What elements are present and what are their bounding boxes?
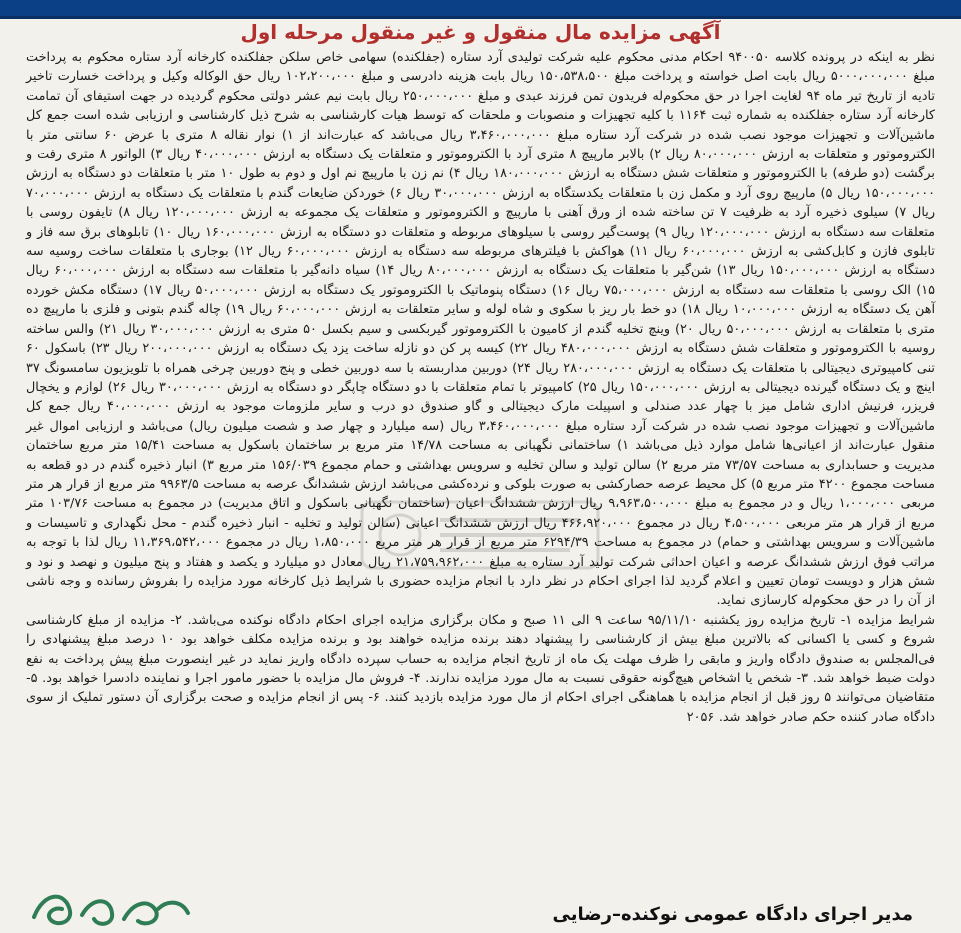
- signature-line: مدیر اجرای دادگاه عمومی نوکنده–رضایی: [552, 904, 913, 925]
- handwritten-mark: [26, 879, 196, 931]
- notice-paragraph-conditions: شرایط مزایده ۱- تاریخ مزایده روز یکشنبه ۹۵/۱۱/۱۰ ساعت ۹ الی ۱۱ صبح و مکان برگزاری مزایده اجرای احکام دادگاه نوکنده می‌باشد. ۲- مزایده از مبلغ کارشناسی شروع و کسی یا اکسانی که بالاترین مبلغ بیش از کارشناسی را پیشنهاد دهند برنده مزایده خواهند بود و برنده مزایده مکلف خواهد بود ۱۰ درصد مبلغ پیشنهادی را فی‌المجلس به صندوق دادگاه واریز و مابقی را ظرف مهلت یک ماه از تاریخ انجام مزایده به حساب سپرده دادگاه واریز نماید در غیر اینصورت مبلغ پیش پرداخت به نفع دولت ضبط خواهد شد. ۳- شخص یا اشخاص هیچ‌گونه حقوقی نسبت به مال مورد مزایده ندارند. ۴- فروش مال مزایده با حضور مامور اجرا و نماینده دادسرا خواهد بود. ۵- متقاضیان می‌توانند ۵ روز قبل از انجام مزایده با هماهنگی اجرای احکام از مال مورد مزایده بازدید کنند. ۶- پس از انجام مزایده و صحت برگزاری آن دستور تملیک از سوی دادگاه صادر کننده حکم صادر خواهد شد. ۲۰۵۶: [26, 612, 936, 725]
- notice-title: آگهی مزایده مال منقول و غیر منقول مرحله اول: [240, 20, 721, 44]
- notice-body: [26, 48, 935, 877]
- watermark-logo: [360, 500, 600, 570]
- notice-paragraph-main: نظر به اینکه در پرونده کلاسه ۹۴۰۰۵۰ احکام مدنی محکوم علیه شرکت تولیدی آرد ستاره (جفلکنده) سهامی خاص سلکن جفلکنده کارخانه آرد ستاره محکوم به پرداخت مبلغ ۵۰۰۰،۰۰۰،۰۰۰ ریال بابت اصل خواسته و پرداخت مبلغ ۱۵۰،۵۳۸،۵۰۰ ریال بابت هزینه دادرسی و مبلغ ۱۰۲،۲۰۰،۰۰۰ ریال حق الوکاله وکیل و پرداخت خسارت تاخیر تادیه از تاریخ تیر ماه ۹۴ لغایت اجرا در حق محکوم‌له فریدون تمن فرزند عبدی و مبلغ ۲۵۰،۰۰۰،۰۰۰ ریال بابت نیم عشر دولتی محکوم گردیده در جهت استیفای آن تمامت کارخانه آرد ستاره جفلکنده به شماره ثبت ۱۱۶۴ با کلیه تجهیزات و منصوبات و ملحقات که توسط هیات کارشناسی به شرح ذیل کارشناسی و ارزیابی شده است جمع کل ماشین‌آلات و تجهیزات موجود نصب شده در شرکت آرد ستاره مبلغ ۳،۴۶۰،۰۰۰،۰۰۰ ریال می‌باشد که عبارت‌اند از ۱) نوار نقاله ۸ متری با عرض ۶۰ سانتی متر با الکتروموتور و متعلقات به ارزش ۸۰،۰۰۰،۰۰۰ ریال ۲) بالابر مارپیچ ۸ متری آرد با الکتروموتور و متعلقات یک دستگاه به ارزش ۴۰،۰۰۰،۰۰۰ ریال ۳) الواتور ۸ متری رفت و برگشت (دو طرفه) با الکتروموتور و متعلقات شش دستگاه به ارزش ۱۸۰،۰۰۰،۰۰۰ ریال ۴) نم زن با مارپیچ نم اول و دوم به طول ۱۰ متر با متعلقات دو دستگاه به ارزش ۱۵۰،۰۰۰،۰۰۰ ریال ۵) مارپیچ روی آرد و مکمل زن با متعلقات یکدستگاه به ارزش ۳۰،۰۰۰،۰۰۰ ریال ۶) خوردکن ضایعات گندم با متعلقات یک دستگاه به ارزش ۷۰،۰۰۰،۰۰۰ ریال ۷) سیلوی ذخیره آرد به ظرفیت ۷ تن ساخته شده از ورق آهنی با مارپیچ و الکتروموتور و متعلقات یک مجموعه به ارزش ۱۲۰،۰۰۰،۰۰۰ ریال ۸) تایفون روسی با متعلقات سه دستگاه به ارزش ۱۲۰،۰۰۰،۰۰۰ ریال ۹) پوست‌گیر روسی با سیلوهای مربوطه و متعلقات دو دستگاه به ارزش ۱۶۰،۰۰۰،۰۰۰ ریال ۱۰) تابلوهای برق سه فاز و تابلوی فازن و کابل‌کشی به ارزش ۶۰،۰۰۰،۰۰۰ ریال ۱۱) هواکش با فیلترهای مربوطه سه دستگاه به ارزش ۶۰،۰۰۰،۰۰۰ ریال ۱۲) بوجاری با متعلقات ساخت روسیه سه دستگاه به ارزش ۱۵۰،۰۰۰،۰۰۰ ریال ۱۳) شن‌گیر با متعلقات یک دستگاه به ارزش ۸۰،۰۰۰،۰۰۰ ریال ۱۴) سیاه دانه‌گیر با متعلقات سه دستگاه به ارزش ۶۰،۰۰۰،۰۰۰ ریال ۱۵) الک روسی با متعلقات سه دستگاه به ارزش ۷۵،۰۰۰،۰۰۰ ریال ۱۶) دستگاه پنوماتیک با الکتروموتور یک دستگاه به ارزش ۵۰،۰۰۰،۰۰۰ ریال ۱۷) دستگاه مکش خورده آهن یک دستگاه به ارزش ۱۰،۰۰۰،۰۰۰ ریال ۱۸) دو خط بار ریز با سکوی و شاه لوله و سایر متعلقات به ارزش ۶۰،۰۰۰،۰۰۰ ریال ۱۹) چاله گندم بتونی و فلزی با مارپیچ ده متری با متعلقات به ارزش ۵۰،۰۰۰،۰۰۰ ریال ۲۰) وینچ تخلیه گندم از کامیون با الکتروموتور گیربکسی و سیم بکسل ۵۰ متری به ارزش ۳۰،۰۰۰،۰۰۰ ریال ۲۱) والس ساخته روسیه با الکتروموتور و متعلقات شش دستگاه به ارزش ۴۸۰،۰۰۰،۰۰۰ ریال ۲۲) کیسه پر کن دو نازله ساخت یزد یک دستگاه به ارزش ۲۰۰،۰۰۰،۰۰۰ ریال ۲۳) باسکول ۶۰ تنی کامپیوتری دیجیتالی با متعلقات یک دستگاه به ارزش ۲۸۰،۰۰۰،۰۰۰ ریال ۲۴) دوربین مداربسته با سه دوربین خطی و پنج دوربین چرخی همراه با تلویزیون سامسونگ ۳۷ اینچ و یک دستگاه گیرنده دیجیتالی به ارزش ۱۵۰،۰۰۰،۰۰۰ ریال ۲۵) کامپیوتر با تمام متعلقات با دو دستگاه چاپگر دو دستگاه به ارزش ۳۰،۰۰۰،۰۰۰ ریال ۲۶) لوازم و یخچال فریزر، فرنیش اداری شامل میز با چهار عدد صندلی و اسپیلت مارک دیجیتالی و گاو صندوق دو درب و سایر ملزومات موجود به ارزش ۴۰،۰۰۰،۰۰۰ ریال جمع کل ماشین‌آلات و تجهیزات موجود نصب شده در شرکت آرد ستاره مبلغ ۳،۴۶۰،۰۰۰،۰۰۰ ریال (سه میلیارد و چهار صد و شصت میلیون ریال) می‌باشد و ارزیابی اموال غیر منقول عبارت‌اند از اعیانی‌ها شامل موارد ذیل می‌باشد ۱) ساختمانی نگهبانی به مساحت ۱۴/۷۸ متر مربع بر ساختمان باسکول به مساحت ۱۵/۴۱ متر مربع ساختمان مدیریت و حسابداری به مساحت ۷۳/۵۷ متر مربع ۲) سالن تولید و سالن تخلیه و سرویس بهداشتی و حمام مجموع ۱۵۶/۰۳۹ متر مربع ۳) انبار ذخیره گندم در دو قطعه به مساحت مجموع ۴۲۰۰ متر مربع ۵) کل محیط عرصه حصارکشی به صورت بلوکی و نرده‌کشی می‌باشد ارزش ششدانگ عرصه به مساحت ۹۹۶۳/۵ متر مربع از قرار هر متر مربعی ۱،۰۰۰،۰۰۰ ریال و در مجموع به مبلغ ۹،۹۶۳،۵۰۰،۰۰۰ ریال ارزش ششدانگ اعیان (ساختمان نگهبانی باسکول و اتاق مدیریت) در مجموع به مساحت ۱۰۳/۷۶ متر مربع از قرار هر متر مربعی ۴،۵۰۰،۰۰۰ ریال در مجموع ۴۶۶،۹۲۰،۰۰۰ ریال ارزش ششدانگ اعیانی (سالن تولید و تخلیه - انبار ذخیره گندم - محل نگهداری و تاسیسات و ماشین‌آلات و سرویس بهداشتی و حمام) در مجموع به مساحت ۶۲۹۴/۳۹ متر مربع از قرار هر متر مربع ۱،۸۵۰،۰۰۰ ریال در مجموع ۱۱،۳۶۹،۵۴۲،۰۰۰ ریال لذا با توجه به مراتب فوق ارزش ششدانگ عرصه و اعیان احداثی شرکت تولید آرد ستاره به مبلغ ۲۱،۷۵۹،۹۶۲،۰۰۰ ریال معادل دو میلیارد و یکصد و هفتاد و پنج میلیون و نهصد و نود و شش هزار و دویست تومان تعیین و اعلام گردید لذا اجرای احکام در نظر دارد با انجام مزایده حضوری با شرایط ذیل کارخانه مورد مزایده را بفروش رسانده و وجه ناشی از آن را در حق محکوم‌له کارسازی نماید.: [26, 50, 936, 609]
- top-border-bar: [0, 0, 961, 19]
